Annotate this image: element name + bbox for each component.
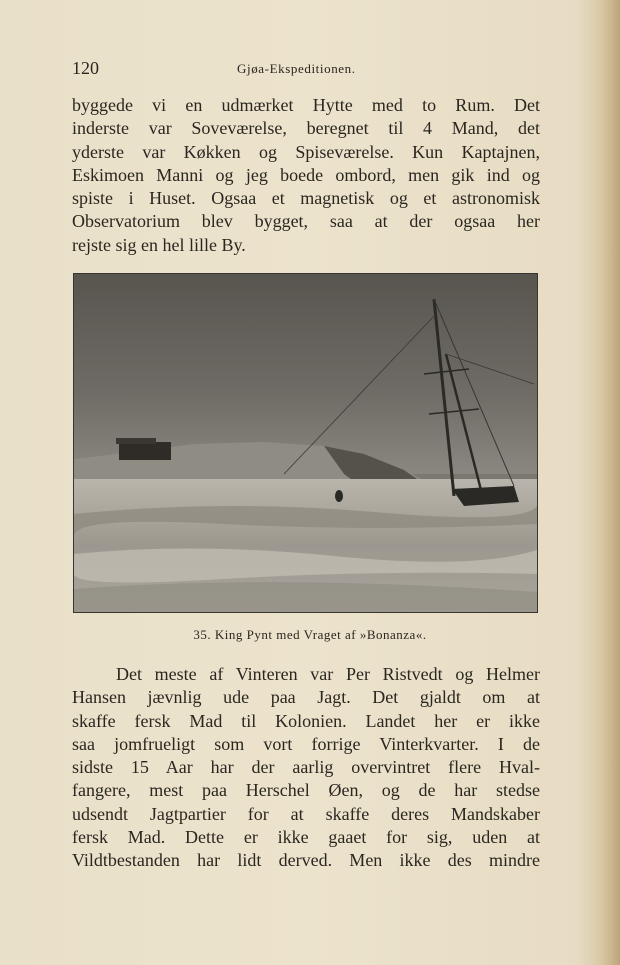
text-line: Vildtbestanden har lidt derved. Men ikke des mindre <box>72 850 540 871</box>
paragraph-1 <box>72 94 540 257</box>
text-line: Det meste af Vinteren var Per Ristvedt og Helmer <box>116 664 540 684</box>
hut <box>119 442 171 460</box>
hut-roof <box>116 438 156 444</box>
text-line: sidste 15 Aar har der aarlig overvintret flere Hval- <box>72 757 540 778</box>
text-line: udsendt Jagtpartier for at skaffe deres Mandskaber <box>72 803 540 824</box>
page-edge <box>598 0 620 965</box>
figure <box>335 490 343 502</box>
text-line: inderste var Soveværelse, beregnet til 4 Mand, det <box>72 118 540 139</box>
page-header <box>72 58 540 78</box>
photograph-shipwreck <box>73 273 538 613</box>
text-line: fersk Mad. Dette er ikke gaaet for sig, uden at <box>72 827 540 848</box>
text-line: fangere, mest paa Herschel Øen, og de har stedse <box>72 780 540 801</box>
page-number: 120 <box>72 58 99 78</box>
paragraph-2 <box>72 663 540 873</box>
text-line: spiste i Huset. Ogsaa et magnetisk og et astronomisk <box>72 188 540 209</box>
text-line: yderste var Køkken og Spiseværelse. Kun Kaptajnen, <box>72 141 540 162</box>
text-line: skaffe fersk Mad til Kolonien. Landet her er ikke <box>72 710 540 731</box>
text-line: byggede vi en udmærket Hytte med to Rum. Det <box>72 95 540 115</box>
text-line: Observatorium blev bygget, saa at der ogsaa her <box>72 211 540 232</box>
text-line: Hansen jævnlig ude paa Jagt. Det gjaldt om at <box>72 687 540 708</box>
text-line: rejste sig en hel lille By. <box>72 234 246 255</box>
text-line: saa jomfrueligt som vort forrige Vinterkvarter. I de <box>72 733 540 754</box>
figure-caption: 35. King Pynt med Vraget af »Bonanza«. <box>193 627 427 642</box>
running-head: Gjøa-Ekspeditionen. <box>237 61 356 76</box>
text-line: Eskimoen Manni og jeg boede ombord, men gik ind og <box>72 164 540 185</box>
